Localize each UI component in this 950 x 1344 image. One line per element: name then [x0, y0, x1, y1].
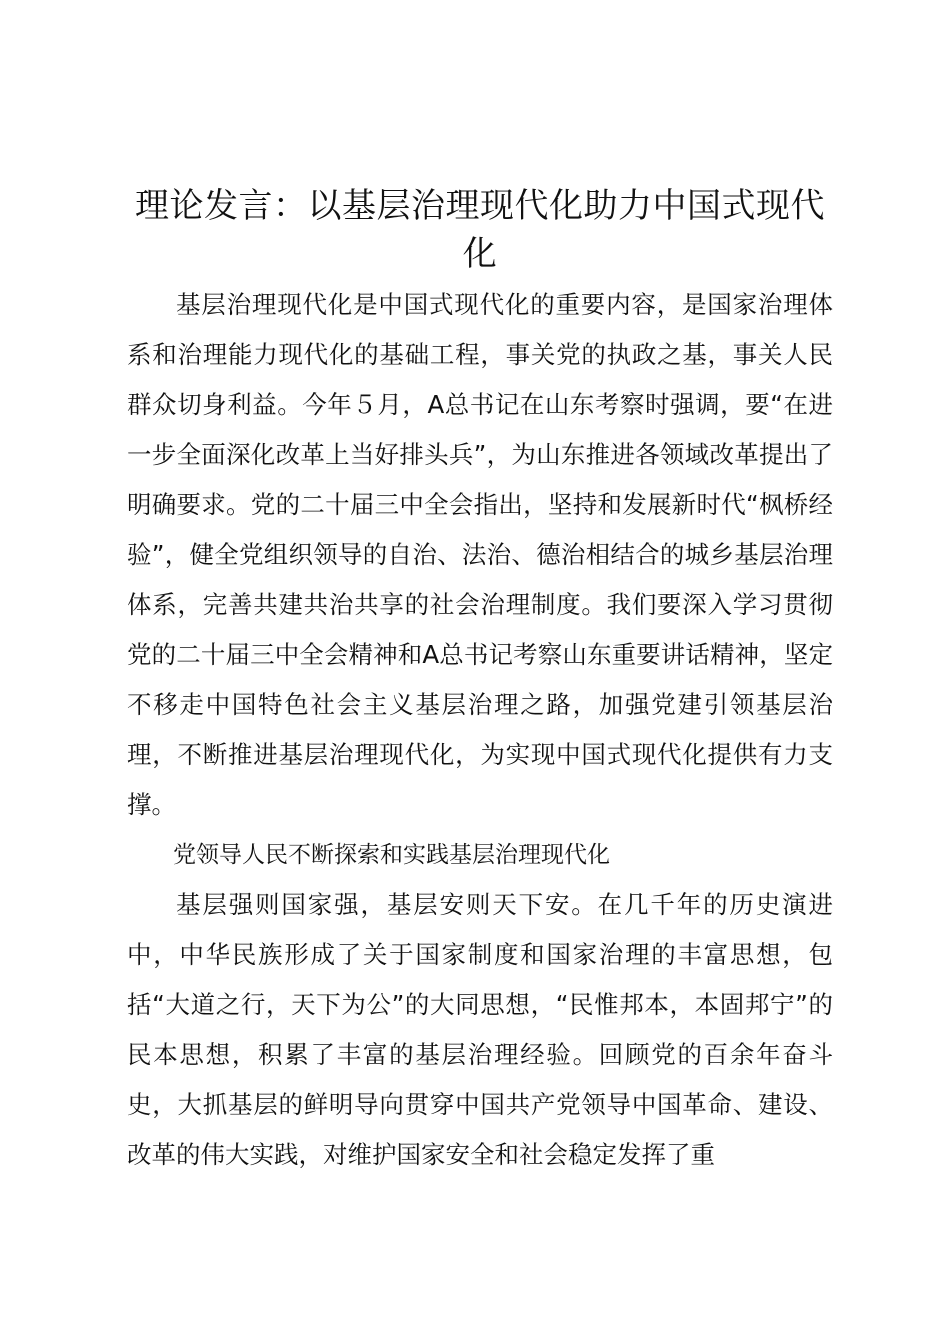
section-heading: 党领导人民不断探索和实践基层治理现代化 [173, 842, 610, 868]
paragraph-history: 基层强则国家强，基层安则天下安。在几千年的历史演进中，中华民族形成了关于国家制度和国家治理的丰富思想，包括“大道之行，天下为公”的大同思想，“民惟邦本，本固邦宁”的民本思想，积累了丰富的基层治理经验。回顾党的百余年奋斗史，大抓基层的鲜明导向贯穿中国共产党领导中国革命、建设、改革的伟大实践，对维护国家安全和社会稳定发挥了重 [127, 890, 833, 1169]
document-body [127, 280, 833, 1180]
document-title: 理论发言：以基层治理现代化助力中国式现代化 [135, 186, 825, 274]
paragraph-intro: 基层治理现代化是中国式现代化的重要内容，是国家治理体系和治理能力现代化的基础工程，事关党的执政之基，事关人民群众切身利益。今年５月，A总书记在山东考察时强调，要“在进一步全面深化改革上当好排头兵”，为山东推进各领域改革提出了明确要求。党的二十届三中全会指出，坚持和发展新时代“枫桥经验”，健全党组织领导的自治、法治、德治相结合的城乡基层治理体系，完善共建共治共享的社会治理制度。我们要深入学习贯彻党的二十届三中全会精神和A总书记考察山东重要讲话精神，坚定不移走中国特色社会主义基层治理之路，加强党建引领基层治理，不断推进基层治理现代化，为实现中国式现代化提供有力支撑。 [127, 290, 833, 819]
